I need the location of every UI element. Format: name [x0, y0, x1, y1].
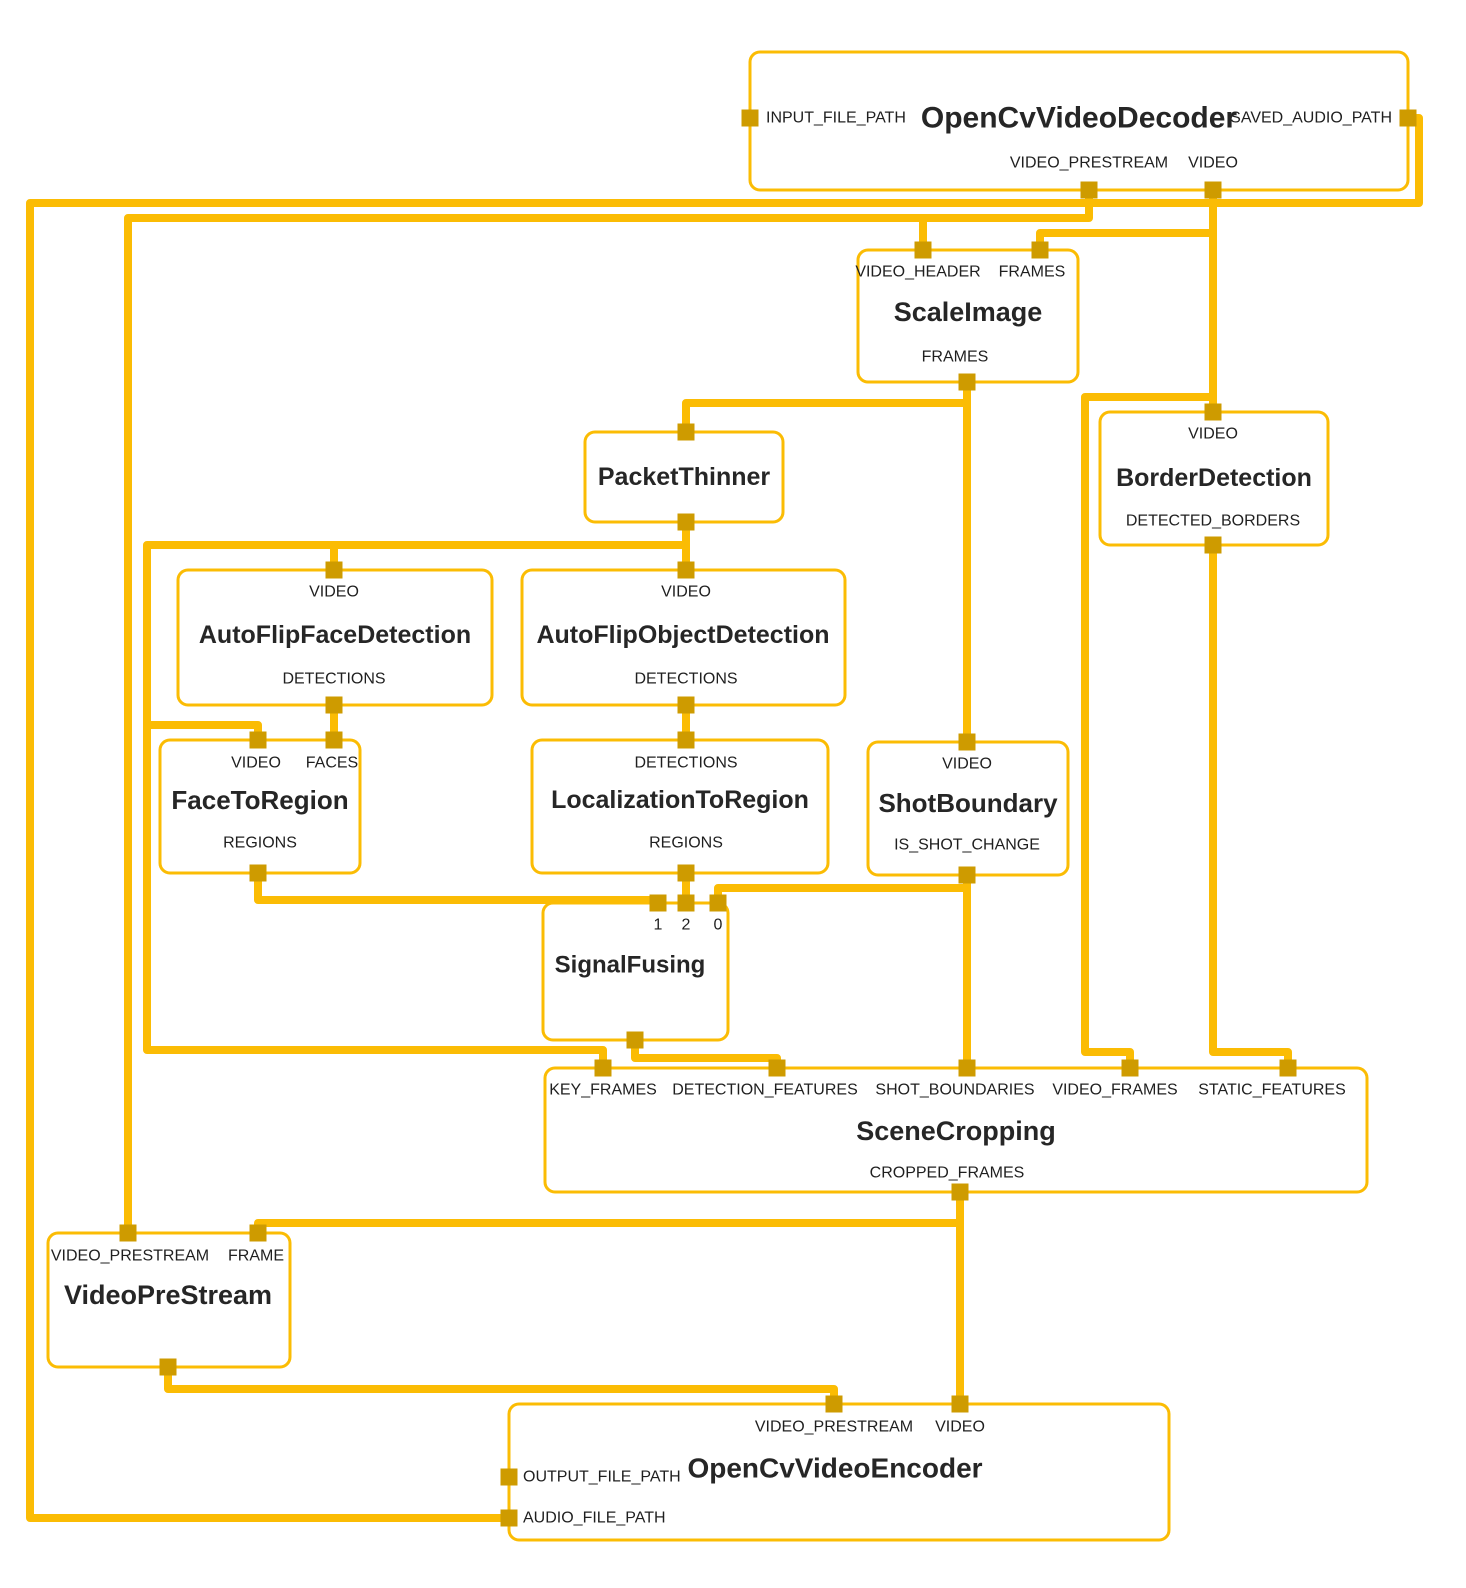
- node-opencv-video-encoder-port-label-3: AUDIO_FILE_PATH: [523, 1509, 666, 1527]
- face-to-region-port-2[interactable]: [250, 865, 267, 882]
- node-opencv-video-decoder-port-label-1: SAVED_AUDIO_PATH: [1230, 109, 1392, 127]
- packet-thinner-port-1[interactable]: [678, 514, 695, 531]
- signal-fusing-port-0[interactable]: [650, 895, 667, 912]
- node-face-to-region: [160, 740, 360, 873]
- edge-cropped-frames-to-videoprestream-frame: [258, 1223, 960, 1233]
- autoflip-object-detection-port-0[interactable]: [678, 562, 695, 579]
- video-pre-stream-port-1[interactable]: [250, 1225, 267, 1242]
- opencv-video-decoder-port-0[interactable]: [742, 110, 759, 127]
- scene-cropping-port-5[interactable]: [952, 1184, 969, 1201]
- node-shot-boundary-port-label-0: VIDEO: [942, 755, 992, 773]
- node-scene-cropping-port-label-1: DETECTION_FEATURES: [672, 1081, 858, 1099]
- opencv-video-encoder-port-0[interactable]: [826, 1396, 843, 1413]
- node-shot-boundary: [868, 742, 1068, 875]
- node-face-to-region-port-label-1: FACES: [305, 754, 359, 772]
- node-autoflip-face-detection-port-label-0: VIDEO: [309, 583, 359, 601]
- node-autoflip-object-detection: [522, 570, 845, 705]
- node-border-detection-port-label-1: DETECTED_BORDERS: [1125, 512, 1301, 530]
- node-opencv-video-encoder-port-label-1: VIDEO: [935, 1418, 985, 1436]
- node-scale-image-title: ScaleImage: [893, 297, 1043, 327]
- localization-to-region-port-0[interactable]: [678, 732, 695, 749]
- border-detection-port-1[interactable]: [1205, 537, 1222, 554]
- node-scale-image: [855, 250, 1078, 382]
- node-autoflip-face-detection: [178, 570, 492, 705]
- scale-image-port-0[interactable]: [915, 242, 932, 259]
- node-shot-boundary-port-label-1: IS_SHOT_CHANGE: [894, 836, 1040, 854]
- autoflip-face-detection-port-0[interactable]: [326, 562, 343, 579]
- video-pre-stream-port-2[interactable]: [160, 1359, 177, 1376]
- video-pre-stream-port-0[interactable]: [120, 1225, 137, 1242]
- node-signal-fusing-port-label-1: 2: [681, 916, 691, 934]
- node-scale-image-port-label-2: FRAMES: [921, 348, 989, 366]
- node-signal-fusing-port-label-0: 1: [653, 916, 663, 934]
- opencv-video-decoder-port-1[interactable]: [1400, 110, 1417, 127]
- node-video-pre-stream-title: VideoPreStream: [63, 1280, 273, 1310]
- packet-thinner-port-0[interactable]: [678, 424, 695, 441]
- scene-cropping-port-1[interactable]: [769, 1060, 786, 1077]
- node-scene-cropping: [545, 1068, 1367, 1192]
- localization-to-region-port-1[interactable]: [678, 865, 695, 882]
- node-scale-image-port-label-1: FRAMES: [998, 263, 1066, 281]
- opencv-video-encoder-port-3[interactable]: [501, 1510, 518, 1527]
- scale-image-port-1[interactable]: [1032, 242, 1049, 259]
- node-packet-thinner: [585, 432, 783, 522]
- edge-face-regions-to-signal-fusing-1: [258, 873, 658, 903]
- opencv-video-encoder-port-1[interactable]: [952, 1396, 969, 1413]
- scene-cropping-port-3[interactable]: [1122, 1060, 1139, 1077]
- node-scene-cropping-port-label-3: VIDEO_FRAMES: [1052, 1081, 1178, 1099]
- scene-cropping-port-4[interactable]: [1280, 1060, 1297, 1077]
- autoflip-face-detection-port-1[interactable]: [326, 697, 343, 714]
- node-signal-fusing-title: SignalFusing: [554, 951, 706, 979]
- node-opencv-video-decoder-port-label-0: INPUT_FILE_PATH: [766, 109, 906, 127]
- face-to-region-port-1[interactable]: [326, 732, 343, 749]
- node-signal-fusing-port-label-2: 0: [713, 916, 723, 934]
- node-border-detection: [1100, 412, 1328, 545]
- node-opencv-video-decoder-port-label-2: VIDEO_PRESTREAM: [1009, 154, 1169, 172]
- node-border-detection-port-label-0: VIDEO: [1188, 425, 1238, 443]
- node-opencv-video-encoder-port-label-2: OUTPUT_FILE_PATH: [523, 1468, 681, 1486]
- edge-fused-signals-to-detection-features: [635, 1040, 777, 1068]
- edge-scaled-frames-to-packet-thinner: [686, 403, 967, 432]
- node-face-to-region-title: FaceToRegion: [171, 785, 349, 815]
- node-autoflip-face-detection-port-label-1: DETECTIONS: [282, 670, 386, 688]
- shot-boundary-port-1[interactable]: [959, 867, 976, 884]
- autoflip-object-detection-port-1[interactable]: [678, 697, 695, 714]
- node-opencv-video-encoder-port-label-0: VIDEO_PRESTREAM: [754, 1418, 914, 1436]
- node-localization-to-region: [532, 740, 828, 873]
- node-scene-cropping-port-label-5: CROPPED_FRAMES: [869, 1164, 1025, 1182]
- node-shot-boundary-title: ShotBoundary: [878, 788, 1058, 818]
- edge-videoprestream-to-encoder-video-prestream: [168, 1367, 834, 1404]
- face-to-region-port-0[interactable]: [250, 732, 267, 749]
- node-video-pre-stream: [48, 1233, 290, 1367]
- edge-detected-borders-to-static-features: [1213, 545, 1288, 1068]
- edge-is-shot-change-to-signal-fusing-0: [718, 888, 967, 903]
- node-video-pre-stream-port-label-1: FRAME: [228, 1247, 284, 1265]
- signal-fusing-port-3[interactable]: [627, 1032, 644, 1049]
- border-detection-port-0[interactable]: [1205, 404, 1222, 421]
- signal-fusing-port-1[interactable]: [678, 895, 695, 912]
- node-scene-cropping-port-label-4: STATIC_FEATURES: [1198, 1081, 1346, 1099]
- node-scene-cropping-port-label-0: KEY_FRAMES: [549, 1081, 657, 1099]
- node-opencv-video-decoder: [750, 52, 1408, 190]
- opencv-video-decoder-port-2[interactable]: [1081, 182, 1098, 199]
- node-face-to-region-port-label-0: VIDEO: [231, 754, 281, 772]
- node-autoflip-object-detection-port-label-0: VIDEO: [661, 583, 711, 601]
- node-video-pre-stream-port-label-0: VIDEO_PRESTREAM: [50, 1247, 210, 1265]
- node-opencv-video-decoder-title: OpenCvVideoDecoder: [920, 101, 1238, 135]
- node-opencv-video-decoder-port-label-3: VIDEO: [1188, 154, 1238, 172]
- node-opencv-video-encoder: [509, 1404, 1169, 1540]
- node-autoflip-face-detection-title: AutoFlipFaceDetection: [198, 621, 472, 649]
- node-localization-to-region-port-label-1: REGIONS: [649, 834, 723, 852]
- node-autoflip-object-detection-port-label-1: DETECTIONS: [634, 670, 738, 688]
- scale-image-port-2[interactable]: [959, 374, 976, 391]
- node-scale-image-port-label-0: VIDEO_HEADER: [855, 263, 981, 281]
- node-face-to-region-port-label-2: REGIONS: [223, 834, 297, 852]
- node-opencv-video-encoder-title: OpenCvVideoEncoder: [687, 1452, 983, 1484]
- shot-boundary-port-0[interactable]: [959, 734, 976, 751]
- node-packet-thinner-title: PacketThinner: [597, 463, 771, 491]
- scene-cropping-port-0[interactable]: [595, 1060, 612, 1077]
- signal-fusing-port-2[interactable]: [710, 895, 727, 912]
- node-border-detection-title: BorderDetection: [1116, 464, 1312, 492]
- node-scene-cropping-port-label-2: SHOT_BOUNDARIES: [875, 1081, 1035, 1099]
- node-layer: [48, 52, 1408, 1540]
- edge-video-to-scaleimage-frames: [1040, 233, 1213, 250]
- scene-cropping-port-2[interactable]: [959, 1060, 976, 1077]
- edge-thinned-frames-to-face-to-region-video: [147, 725, 258, 740]
- node-scene-cropping-title: SceneCropping: [856, 1116, 1056, 1146]
- opencv-video-encoder-port-2[interactable]: [501, 1469, 518, 1486]
- node-signal-fusing: [543, 903, 728, 1040]
- opencv-video-decoder-port-3[interactable]: [1205, 182, 1222, 199]
- node-autoflip-object-detection-title: AutoFlipObjectDetection: [536, 621, 830, 649]
- node-localization-to-region-title: LocalizationToRegion: [551, 786, 809, 814]
- node-localization-to-region-port-label-0: DETECTIONS: [634, 754, 738, 772]
